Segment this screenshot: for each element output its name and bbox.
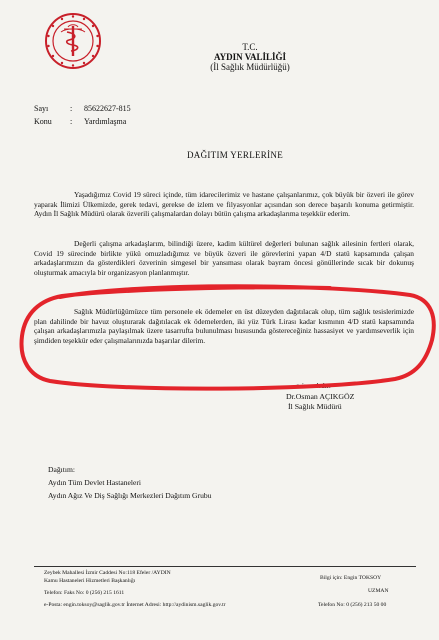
footer-department: Kamu Hastaneleri Hizmetleri Başkanlığı	[44, 578, 136, 584]
header-governorship: AYDIN VALİLİĞİ	[213, 52, 287, 62]
footer-email: e-Posta: engin.toksoy@saglik.gov.tr İnternet Adresi: http://aydinism.saglik.gov.tr	[44, 602, 226, 608]
distribution-item: Aydın Tüm Devlet Hastaneleri	[48, 478, 142, 487]
konu-label: Konu	[34, 117, 52, 126]
header-tc: T.C.	[242, 42, 258, 52]
konu-value: Yardımlaşma	[84, 117, 127, 126]
sayi-label: Sayı	[34, 104, 49, 113]
paragraph-3: Sağlık Müdürlüğümüzce tüm personele ek ödemeler en üst düzeyden dağıtılacak olup, tüm sağlık tesislerimizde plan dahilinde bir havuz oluşturarak dağıtılacak ek ödemelerden, iki yüz Türk Lirası kadar kısmının 4/D statü kapsamında çalışan arkadaşlarımızla paylaşılmak üzere tasarrufta bulunulması hususunda göstereceğiniz hassasiyet ve yardımseverlik için şimdiden teşekkür eder çalışmalarınızda başarılar dilerim.	[34, 307, 414, 345]
footer-contact-phone: Telefon No: 0 (256) 213 50 00	[318, 602, 387, 608]
footer-address: Zeybek Mahallesi İzmir Caddesi No:118 Efeler /AYDIN	[44, 570, 171, 576]
paragraph-1: Yaşadığımız Covid 19 süreci içinde, tüm idarecilerimiz ve hastane çalışanlarımız, çok büyük bir özveri ile görev yaparak İlimizi Ülkemizde, gerek tedavi, gerekse de izlem ve filyasyonlar açısından son derece başarılı konuma getirmiştir. Aydın İl Sağlık Müdürü olarak özverili çalışmalardan dolayı bütün çalışma arkadaşlarıma teşekkür ederim.	[34, 190, 414, 219]
konu-colon: :	[70, 117, 73, 126]
footer-divider	[34, 566, 416, 567]
signatory-role: İl Sağlık Müdürü	[288, 402, 342, 411]
footer-phone: Telefon: Faks No: 0 (256) 215 1611	[44, 590, 125, 596]
footer-contact: Bilgi için: Engin TOKSOY	[320, 575, 382, 581]
document-title: DAĞITIM YERLERİNE	[186, 150, 283, 160]
distribution-item: Aydın Ağız Ve Diş Sağlığı Merkezleri Dağıtım Grubu	[48, 491, 212, 500]
ministry-of-health-logo-icon	[44, 12, 102, 70]
paragraph-2: Değerli çalışma arkadaşlarım, bilindiği üzere, kadim kültürel değerleri bulunan sağlık ailesinin fertleri olarak, Covid 19 sürecinde birlikte yükü omuzladığımız ve büyük özveri ile görevlerini yapan 4/D statü kapsamında çalışan arkadaşlarımızın da gösterdikleri özverinin simgesel bir yansıması olarak bayram öncesi gönüllerinde sıcak bir dokunuş oluşturmak amacıyla bir organizasyon planlanmıştır.	[34, 239, 414, 277]
footer-contact-title: UZMAN	[368, 588, 389, 594]
e-signed-note: e-imzalıdır.	[296, 381, 331, 390]
sayi-colon: :	[70, 104, 73, 113]
signatory-name: Dr.Osman AÇIKGÖZ	[286, 392, 355, 401]
distribution-heading: Dağıtım:	[48, 465, 75, 474]
header-directorate: (İl Sağlık Müdürlüğü)	[210, 62, 290, 72]
sayi-value: 85622627-815	[84, 104, 131, 113]
